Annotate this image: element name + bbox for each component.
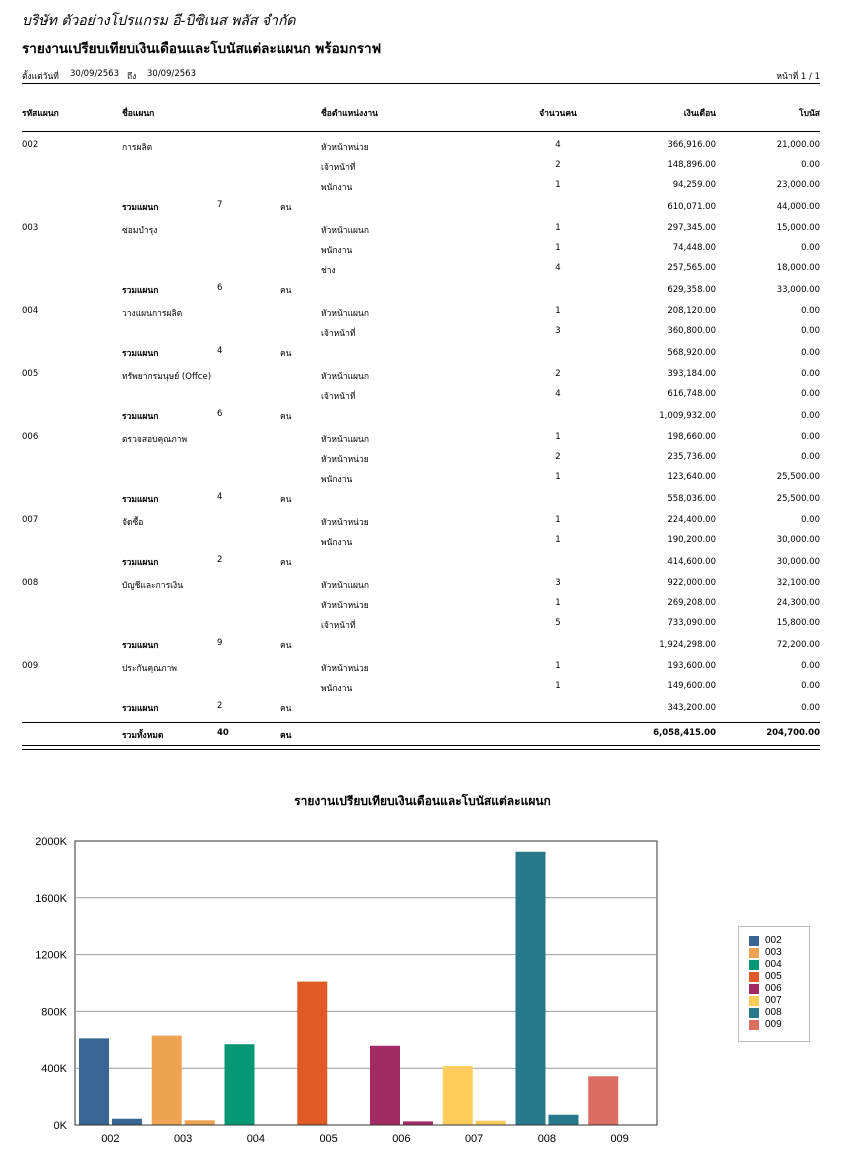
legend-label: 007 <box>765 995 782 1006</box>
dept-subtotal-label: รวมแผนก <box>122 495 159 505</box>
employee-count: 2 <box>555 369 561 379</box>
salary-bar-008 <box>516 852 546 1125</box>
dept-subtotal-unit: คน <box>280 495 292 505</box>
employee-count: 1 <box>555 535 561 545</box>
bonus-value: 0.00 <box>801 326 820 336</box>
salary-value: 257,565.00 <box>667 263 716 273</box>
position-name: พนักงาน <box>321 538 353 548</box>
x-tick-label: 006 <box>392 1133 411 1145</box>
dept-code: 003 <box>22 223 39 233</box>
grand-total-bonus: 204,700.00 <box>766 728 820 738</box>
dept-subtotal-salary: 610,071.00 <box>667 202 716 212</box>
salary-value: 123,640.00 <box>667 472 716 482</box>
legend-item-007 <box>749 995 782 1007</box>
salary-value: 198,660.00 <box>667 432 716 442</box>
dept-code: 007 <box>22 515 39 525</box>
dept-code: 006 <box>22 432 39 442</box>
dept-subtotal-bonus: 72,200.00 <box>776 640 820 650</box>
grand-total-count: 40 <box>217 728 229 738</box>
dept-subtotal-count: 7 <box>217 200 223 210</box>
bonus-value: 0.00 <box>801 369 820 379</box>
dept-subtotal-bonus: 33,000.00 <box>776 285 820 295</box>
dept-name: การผลิต <box>122 143 153 153</box>
salary-value: 393,184.00 <box>667 369 716 379</box>
legend-swatch <box>749 1020 759 1030</box>
salary-value: 733,090.00 <box>667 618 716 628</box>
legend-label: 002 <box>765 935 782 946</box>
legend-item-006 <box>749 983 782 995</box>
bonus-value: 18,000.00 <box>776 263 820 273</box>
dept-subtotal-count: 9 <box>217 638 223 648</box>
dept-subtotal-bonus: 0.00 <box>801 703 820 713</box>
salary-bar-004 <box>225 1044 255 1125</box>
legend-swatch <box>749 972 759 982</box>
position-name: เจ้าหน้าที่ <box>321 392 356 402</box>
salary-value: 193,600.00 <box>667 661 716 671</box>
bonus-value: 0.00 <box>801 389 820 399</box>
dept-code: 002 <box>22 140 39 150</box>
bonus-value: 21,000.00 <box>776 140 820 150</box>
col-position: ชื่อตำแหน่งงาน <box>321 109 378 119</box>
dept-code: 009 <box>22 661 39 671</box>
dept-name: บัญชีและการเงิน <box>122 581 184 591</box>
employee-count: 1 <box>555 681 561 691</box>
x-tick-label: 002 <box>101 1133 120 1145</box>
position-name: หัวหน้าแผนก <box>321 372 369 382</box>
x-tick-label: 005 <box>319 1133 338 1145</box>
salary-value: 74,448.00 <box>672 243 716 253</box>
legend-swatch <box>749 948 759 958</box>
dept-subtotal-bonus: 0.00 <box>801 348 820 358</box>
legend-label: 008 <box>765 1007 782 1018</box>
col-count: จำนวนคน <box>539 109 577 119</box>
dept-subtotal-salary: 568,920.00 <box>667 348 716 358</box>
dept-subtotal-salary: 629,358.00 <box>667 285 716 295</box>
dept-subtotal-label: รวมแผนก <box>122 286 159 296</box>
position-name: พนักงาน <box>321 684 353 694</box>
chart-title: รายงานเปรียบเทียบเงินเดือนและโบนัสแต่ละแผนก <box>294 794 551 808</box>
legend-label: 009 <box>765 1019 782 1030</box>
dept-subtotal-unit: คน <box>280 286 292 296</box>
salary-value: 149,600.00 <box>667 681 716 691</box>
dept-subtotal-label: รวมแผนก <box>122 641 159 651</box>
dept-subtotal-salary: 1,924,298.00 <box>659 640 716 650</box>
dept-subtotal-salary: 1,009,932.00 <box>659 411 716 421</box>
date-from-label: ตั้งแต่วันที่ <box>22 72 59 82</box>
dept-name: ประกันคุณภาพ <box>122 664 178 674</box>
position-name: ช่าง <box>321 266 336 276</box>
employee-count: 1 <box>555 515 561 525</box>
col-bonus: โบนัส <box>799 109 820 119</box>
salary-value: 297,345.00 <box>667 223 716 233</box>
position-name: หัวหน้าแผนก <box>321 435 369 445</box>
dept-subtotal-label: รวมแผนก <box>122 558 159 568</box>
legend-label: 003 <box>765 947 782 958</box>
y-tick-label: 2000K <box>35 836 67 848</box>
legend-item-005 <box>749 971 782 983</box>
dept-subtotal-count: 6 <box>217 283 223 293</box>
legend-label: 004 <box>765 959 782 970</box>
position-name: หัวหน้าแผนก <box>321 581 369 591</box>
x-tick-label: 003 <box>173 1133 193 1145</box>
dept-subtotal-count: 4 <box>217 346 223 356</box>
report-title: รายงานเปรียบเทียบเงินเดือนและโบนัสแต่ละแผนก พร้อมกราฟ <box>22 41 382 57</box>
salary-value: 360,800.00 <box>667 326 716 336</box>
y-tick-label: 800K <box>41 1006 67 1019</box>
dept-subtotal-bonus: 0.00 <box>801 411 820 421</box>
salary-bar-009 <box>588 1076 618 1125</box>
grand-total-double-rule-1 <box>22 745 820 746</box>
bonus-value: 0.00 <box>801 432 820 442</box>
salary-value: 208,120.00 <box>667 306 716 316</box>
salary-value: 616,748.00 <box>667 389 716 399</box>
bonus-value: 32,100.00 <box>776 578 820 588</box>
dept-name: ซ่อมบำรุง <box>122 226 158 236</box>
legend-item-008 <box>749 1007 782 1019</box>
employee-count: 1 <box>555 661 561 671</box>
grand-total-salary: 6,058,415.00 <box>653 728 716 738</box>
dept-subtotal-bonus: 44,000.00 <box>776 202 820 212</box>
salary-value: 269,208.00 <box>667 598 716 608</box>
dept-subtotal-count: 2 <box>217 701 223 711</box>
dept-name: ตรวจสอบคุณภาพ <box>122 435 188 445</box>
employee-count: 3 <box>555 578 561 588</box>
position-name: หัวหน้าหน่วย <box>321 518 369 528</box>
employee-count: 4 <box>555 140 561 150</box>
salary-bar-006 <box>370 1046 400 1125</box>
salary-bar-005 <box>297 982 327 1125</box>
bonus-bar-008 <box>549 1115 579 1125</box>
dept-subtotal-label: รวมแผนก <box>122 412 159 422</box>
column-header-divider <box>22 131 820 132</box>
x-tick-label: 009 <box>610 1133 629 1145</box>
dept-subtotal-label: รวมแผนก <box>122 704 159 714</box>
x-tick-label: 008 <box>537 1133 557 1145</box>
salary-value: 94,259.00 <box>672 180 716 190</box>
dept-subtotal-bonus: 25,500.00 <box>776 494 820 504</box>
position-name: พนักงาน <box>321 183 353 193</box>
dept-subtotal-salary: 558,036.00 <box>667 494 716 504</box>
bonus-value: 0.00 <box>801 452 820 462</box>
salary-value: 366,916.00 <box>667 140 716 150</box>
position-name: หัวหน้าหน่วย <box>321 664 369 674</box>
dept-subtotal-unit: คน <box>280 704 292 714</box>
bonus-value: 0.00 <box>801 515 820 525</box>
dept-subtotal-label: รวมแผนก <box>122 203 159 213</box>
x-tick-label: 004 <box>246 1133 266 1145</box>
bonus-value: 0.00 <box>801 160 820 170</box>
grand-total-top-rule <box>22 722 820 723</box>
bonus-value: 15,800.00 <box>776 618 820 628</box>
salary-value: 922,000.00 <box>667 578 716 588</box>
bonus-value: 0.00 <box>801 243 820 253</box>
bonus-value: 30,000.00 <box>776 535 820 545</box>
col-dept-code: รหัสแผนก <box>22 109 59 119</box>
legend-item-002 <box>749 935 782 947</box>
dept-subtotal-unit: คน <box>280 641 292 651</box>
position-name: หัวหน้าแผนก <box>321 309 369 319</box>
dept-subtotal-unit: คน <box>280 412 292 422</box>
bonus-bar-007 <box>476 1121 506 1125</box>
salary-value: 148,896.00 <box>667 160 716 170</box>
salary-bar-007 <box>443 1066 473 1125</box>
dept-code: 004 <box>22 306 39 316</box>
employee-count: 4 <box>555 263 561 273</box>
col-salary: เงินเดือน <box>683 109 716 119</box>
dept-subtotal-salary: 414,600.00 <box>667 557 716 567</box>
position-name: หัวหน้าหน่วย <box>321 601 369 611</box>
salary-bar-003 <box>152 1036 182 1125</box>
position-name: เจ้าหน้าที่ <box>321 163 356 173</box>
position-name: เจ้าหน้าที่ <box>321 621 356 631</box>
position-name: เจ้าหน้าที่ <box>321 329 356 339</box>
salary-value: 235,736.00 <box>667 452 716 462</box>
employee-count: 4 <box>555 389 561 399</box>
dept-code: 008 <box>22 578 39 588</box>
legend-item-009 <box>749 1019 782 1031</box>
legend-item-003 <box>749 947 782 959</box>
y-tick-label: 1600K <box>35 892 67 905</box>
employee-count: 1 <box>555 472 561 482</box>
dept-subtotal-label: รวมแผนก <box>122 349 159 359</box>
employee-count: 1 <box>555 180 561 190</box>
bonus-value: 0.00 <box>801 306 820 316</box>
employee-count: 5 <box>555 618 561 628</box>
dept-subtotal-count: 2 <box>217 555 223 565</box>
dept-subtotal-count: 4 <box>217 492 223 502</box>
bonus-bar-006 <box>403 1121 433 1125</box>
company-name: บริษัท ตัวอย่างโปรแกรม อี-บิซิเนส พลัส จำกัด <box>22 13 296 29</box>
salary-bar-002 <box>79 1038 109 1125</box>
position-name: พนักงาน <box>321 475 353 485</box>
employee-count: 1 <box>555 598 561 608</box>
legend-swatch <box>749 996 759 1006</box>
legend-swatch <box>749 960 759 970</box>
dept-subtotal-count: 6 <box>217 409 223 419</box>
y-tick-label: 400K <box>41 1063 67 1076</box>
legend-swatch <box>749 936 759 946</box>
bonus-value: 0.00 <box>801 681 820 691</box>
legend-swatch <box>749 1008 759 1018</box>
position-name: หัวหน้าหน่วย <box>321 143 369 153</box>
employee-count: 1 <box>555 243 561 253</box>
date-from: 30/09/2563 <box>70 69 119 79</box>
employee-count: 1 <box>555 306 561 316</box>
employee-count: 1 <box>555 432 561 442</box>
grand-total-double-rule-2 <box>22 749 820 750</box>
col-dept-name: ชื่อแผนก <box>122 109 155 119</box>
y-tick-label: 0K <box>53 1120 67 1132</box>
bonus-value: 25,500.00 <box>776 472 820 482</box>
dept-name: จัดซื้อ <box>122 518 144 528</box>
chart-legend <box>738 926 810 1042</box>
dept-subtotal-bonus: 30,000.00 <box>776 557 820 567</box>
dept-subtotal-unit: คน <box>280 558 292 568</box>
bonus-value: 24,300.00 <box>776 598 820 608</box>
bonus-value: 15,000.00 <box>776 223 820 233</box>
y-tick-label: 1200K <box>35 949 67 962</box>
legend-label: 006 <box>765 983 782 994</box>
dept-name: ทรัพยากรมนุษย์ (Offce) <box>122 372 212 382</box>
x-tick-label: 007 <box>464 1133 484 1145</box>
employee-count: 3 <box>555 326 561 336</box>
legend-label: 005 <box>765 971 782 982</box>
position-name: พนักงาน <box>321 246 353 256</box>
employee-count: 2 <box>555 452 561 462</box>
position-name: หัวหน้าแผนก <box>321 226 369 236</box>
salary-value: 190,200.00 <box>667 535 716 545</box>
grand-total-unit: คน <box>280 731 292 741</box>
dept-subtotal-unit: คน <box>280 349 292 359</box>
date-to: 30/09/2563 <box>147 69 196 79</box>
salary-value: 224,400.00 <box>667 515 716 525</box>
dept-subtotal-salary: 343,200.00 <box>667 703 716 713</box>
grand-total-label: รวมทั้งหมด <box>122 731 164 741</box>
legend-swatch <box>749 984 759 994</box>
employee-count: 1 <box>555 223 561 233</box>
bonus-value: 0.00 <box>801 661 820 671</box>
legend-item-004 <box>749 959 782 971</box>
position-name: หัวหน้าหน่วย <box>321 455 369 465</box>
bonus-bar-002 <box>112 1119 142 1125</box>
bonus-value: 23,000.00 <box>776 180 820 190</box>
employee-count: 2 <box>555 160 561 170</box>
bar-chart <box>0 820 845 1172</box>
page-number: หน้าที่ 1 / 1 <box>776 72 820 82</box>
dept-code: 005 <box>22 369 39 379</box>
dept-subtotal-unit: คน <box>280 203 292 213</box>
date-to-label: ถึง <box>127 72 137 82</box>
bonus-bar-003 <box>185 1120 215 1125</box>
dept-name: วางแผนการผลิต <box>122 309 183 319</box>
header-divider <box>22 83 820 84</box>
